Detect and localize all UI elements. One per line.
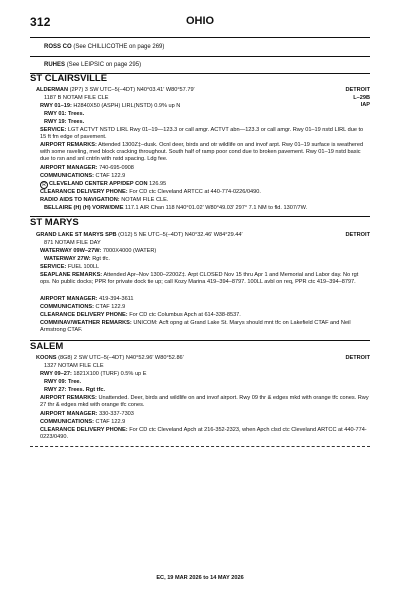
runway-end: RWY 09: Tree. bbox=[44, 379, 82, 385]
page-header bbox=[30, 15, 370, 31]
iap-code: IAP bbox=[360, 102, 370, 108]
runway-end: RWY 27: Trees. Rgt tfc. bbox=[44, 387, 106, 393]
header-rule bbox=[30, 37, 370, 38]
seaplane-remarks-paragraph: SEAPLANE REMARKS: Attended Apr–Nov 1300–2200Z‡. Arpt CLOSED Nov 15 thru Apr 1 and Memorial and Labor day. No rgt ops. No public docks; PPR for private dock tie up; call Kozy Marina 419–394–8797. 100LL avbl on req, PPR ctc 419–394–8797. bbox=[40, 272, 359, 286]
manager-line: AIRPORT MANAGER: 740-695-0908 bbox=[40, 165, 134, 171]
section-rule bbox=[30, 216, 370, 217]
weather-remarks-paragraph: COMM/NAV/WEATHER REMARKS: UNICOM: Acft opng at Grand Lake St. Marys should mnt tfc on Lakefield CTAF and Neil Armstrong CTAF. bbox=[40, 320, 351, 334]
communications-line: COMMUNICATIONS: CTAF 122.9 bbox=[40, 419, 126, 425]
xref-ross-co: ROSS CO (See CHILLICOTHE on page 269) bbox=[44, 44, 165, 50]
clearance-line: CLEARANCE DELIVERY PHONE: For CD ctc Cleveland ARTCC at 440-774-0226/0490. bbox=[40, 189, 261, 195]
manager-line: AIRPORT MANAGER: 419-394-3611 bbox=[40, 296, 134, 302]
remarks-paragraph: AIRPORT REMARKS: Unattended. Deer, birds and wildlife on and invof airport. Rwy 09 thr & edges mkd with orange tfc cones. Rwy 27 thr & edges mkd with orange tfc cones. bbox=[40, 395, 369, 409]
elevation-line: 1187 B NOTAM FILE CLE bbox=[44, 95, 109, 101]
service-line: SERVICE: FUEL 100LL bbox=[40, 264, 100, 270]
circled-r-icon: R bbox=[40, 181, 48, 189]
region-label: DETROIT bbox=[345, 355, 370, 361]
end-of-listing-divider bbox=[30, 446, 370, 447]
airport-id-line: ALDERMAN (2P7) 3 SW UTC–5(–4DT) N40°03.41′ W80°57.79′ bbox=[36, 87, 195, 93]
clearance-line: CLEARANCE DELIVERY PHONE: For CD ctc Columbus Apch at 614-338-8537. bbox=[40, 312, 241, 318]
airport-id-line: GRAND LAKE ST MARYS SPB (O12) 5 NE UTC–5(–4DT) N40°32.46′ W84°29.44′ bbox=[36, 232, 243, 238]
city-heading: SALEM bbox=[30, 341, 64, 352]
clearance-paragraph: CLEARANCE DELIVERY PHONE: For CD ctc Cleveland Apch at 216-352-2323, when Apch clsd ctc Cleveland ARTCC at 440-774-0223/0490. bbox=[40, 427, 367, 441]
waterway-line: WATERWAY 09W–27W: 7000X4000 (WATER) bbox=[40, 248, 157, 254]
service-paragraph: SERVICE: LGT ACTVT NSTD LIRL Rwy 01–19—123.3 or call amgr. ACTVT abn—123.3 or call amgr. Rwy 01–19 nstd LIRL due to 15 ft fm edge of pavement. bbox=[40, 127, 364, 141]
state-title: OHIO bbox=[185, 15, 215, 27]
region-label: DETROIT bbox=[345, 232, 370, 238]
radio-aids-line: RADIO AIDS TO NAVIGATION: NOTAM FILE CLE. bbox=[40, 197, 169, 203]
chart-code: L–29B bbox=[353, 95, 370, 101]
elevation-line: 1327 NOTAM FILE CLE bbox=[44, 363, 104, 369]
runway-line: RWY 01–19: H2840X50 (ASPH) LIRL(NSTD) 0.9% up N bbox=[40, 103, 181, 109]
city-heading: ST CLAIRSVILLE bbox=[30, 73, 108, 84]
effective-dates-footer: EC, 19 MAR 2026 to 14 MAY 2026 bbox=[156, 575, 244, 581]
approach-control-line: R CLEVELAND CENTER APP/DEP CON 126.95 bbox=[40, 181, 370, 189]
region-label: DETROIT bbox=[345, 87, 370, 93]
xref-ruhes: RUHES (See LEIPSIC on page 295) bbox=[44, 62, 142, 68]
runway-end: RWY 19: Trees. bbox=[44, 119, 85, 125]
communications-line: COMMUNICATIONS: CTAF 122.9 bbox=[40, 304, 126, 310]
elevation-line: 871 NOTAM FILE DAY bbox=[44, 240, 101, 246]
section-rule bbox=[30, 56, 370, 57]
section-rule bbox=[30, 340, 370, 341]
runway-line: RWY 09–27: 1821X100 (TURF) 0.5% up E bbox=[40, 371, 147, 377]
manager-line: AIRPORT MANAGER: 330-337-7303 bbox=[40, 411, 134, 417]
communications-line: COMMUNICATIONS: CTAF 122.9 bbox=[40, 173, 126, 179]
airport-id-line: KOONS (8G8) 2 SW UTC–5(–4DT) N40°52.96′ W80°52.86′ bbox=[36, 355, 184, 361]
runway-end: RWY 01: Trees. bbox=[44, 111, 85, 117]
remarks-paragraph: AIRPORT REMARKS: Attended 1300Z‡–dusk. Ocnl deer, birds and otr wildlife on and invof arpt. Rwy 01–19 surface is weathered with some raveling, med block cracking throughout. South half of ramp poor cond due to broken pavement. Rwy 01–19 nstd basic due to rsn and snl cntrln with nstd spacing. Ldg fee. bbox=[40, 142, 364, 163]
page-number: 312 bbox=[30, 15, 51, 29]
waterway-end: WATERWAY 27W: Rgt tfc. bbox=[44, 256, 110, 262]
city-heading: ST MARYS bbox=[30, 217, 79, 228]
navaid-line: BELLAIRE (H) (H) VORW/DME 117.1 AIR Chan 118 N40°01.02′ W80°49.03′ 297° 7.1 NM to fld. 1307/7W. bbox=[44, 205, 308, 211]
